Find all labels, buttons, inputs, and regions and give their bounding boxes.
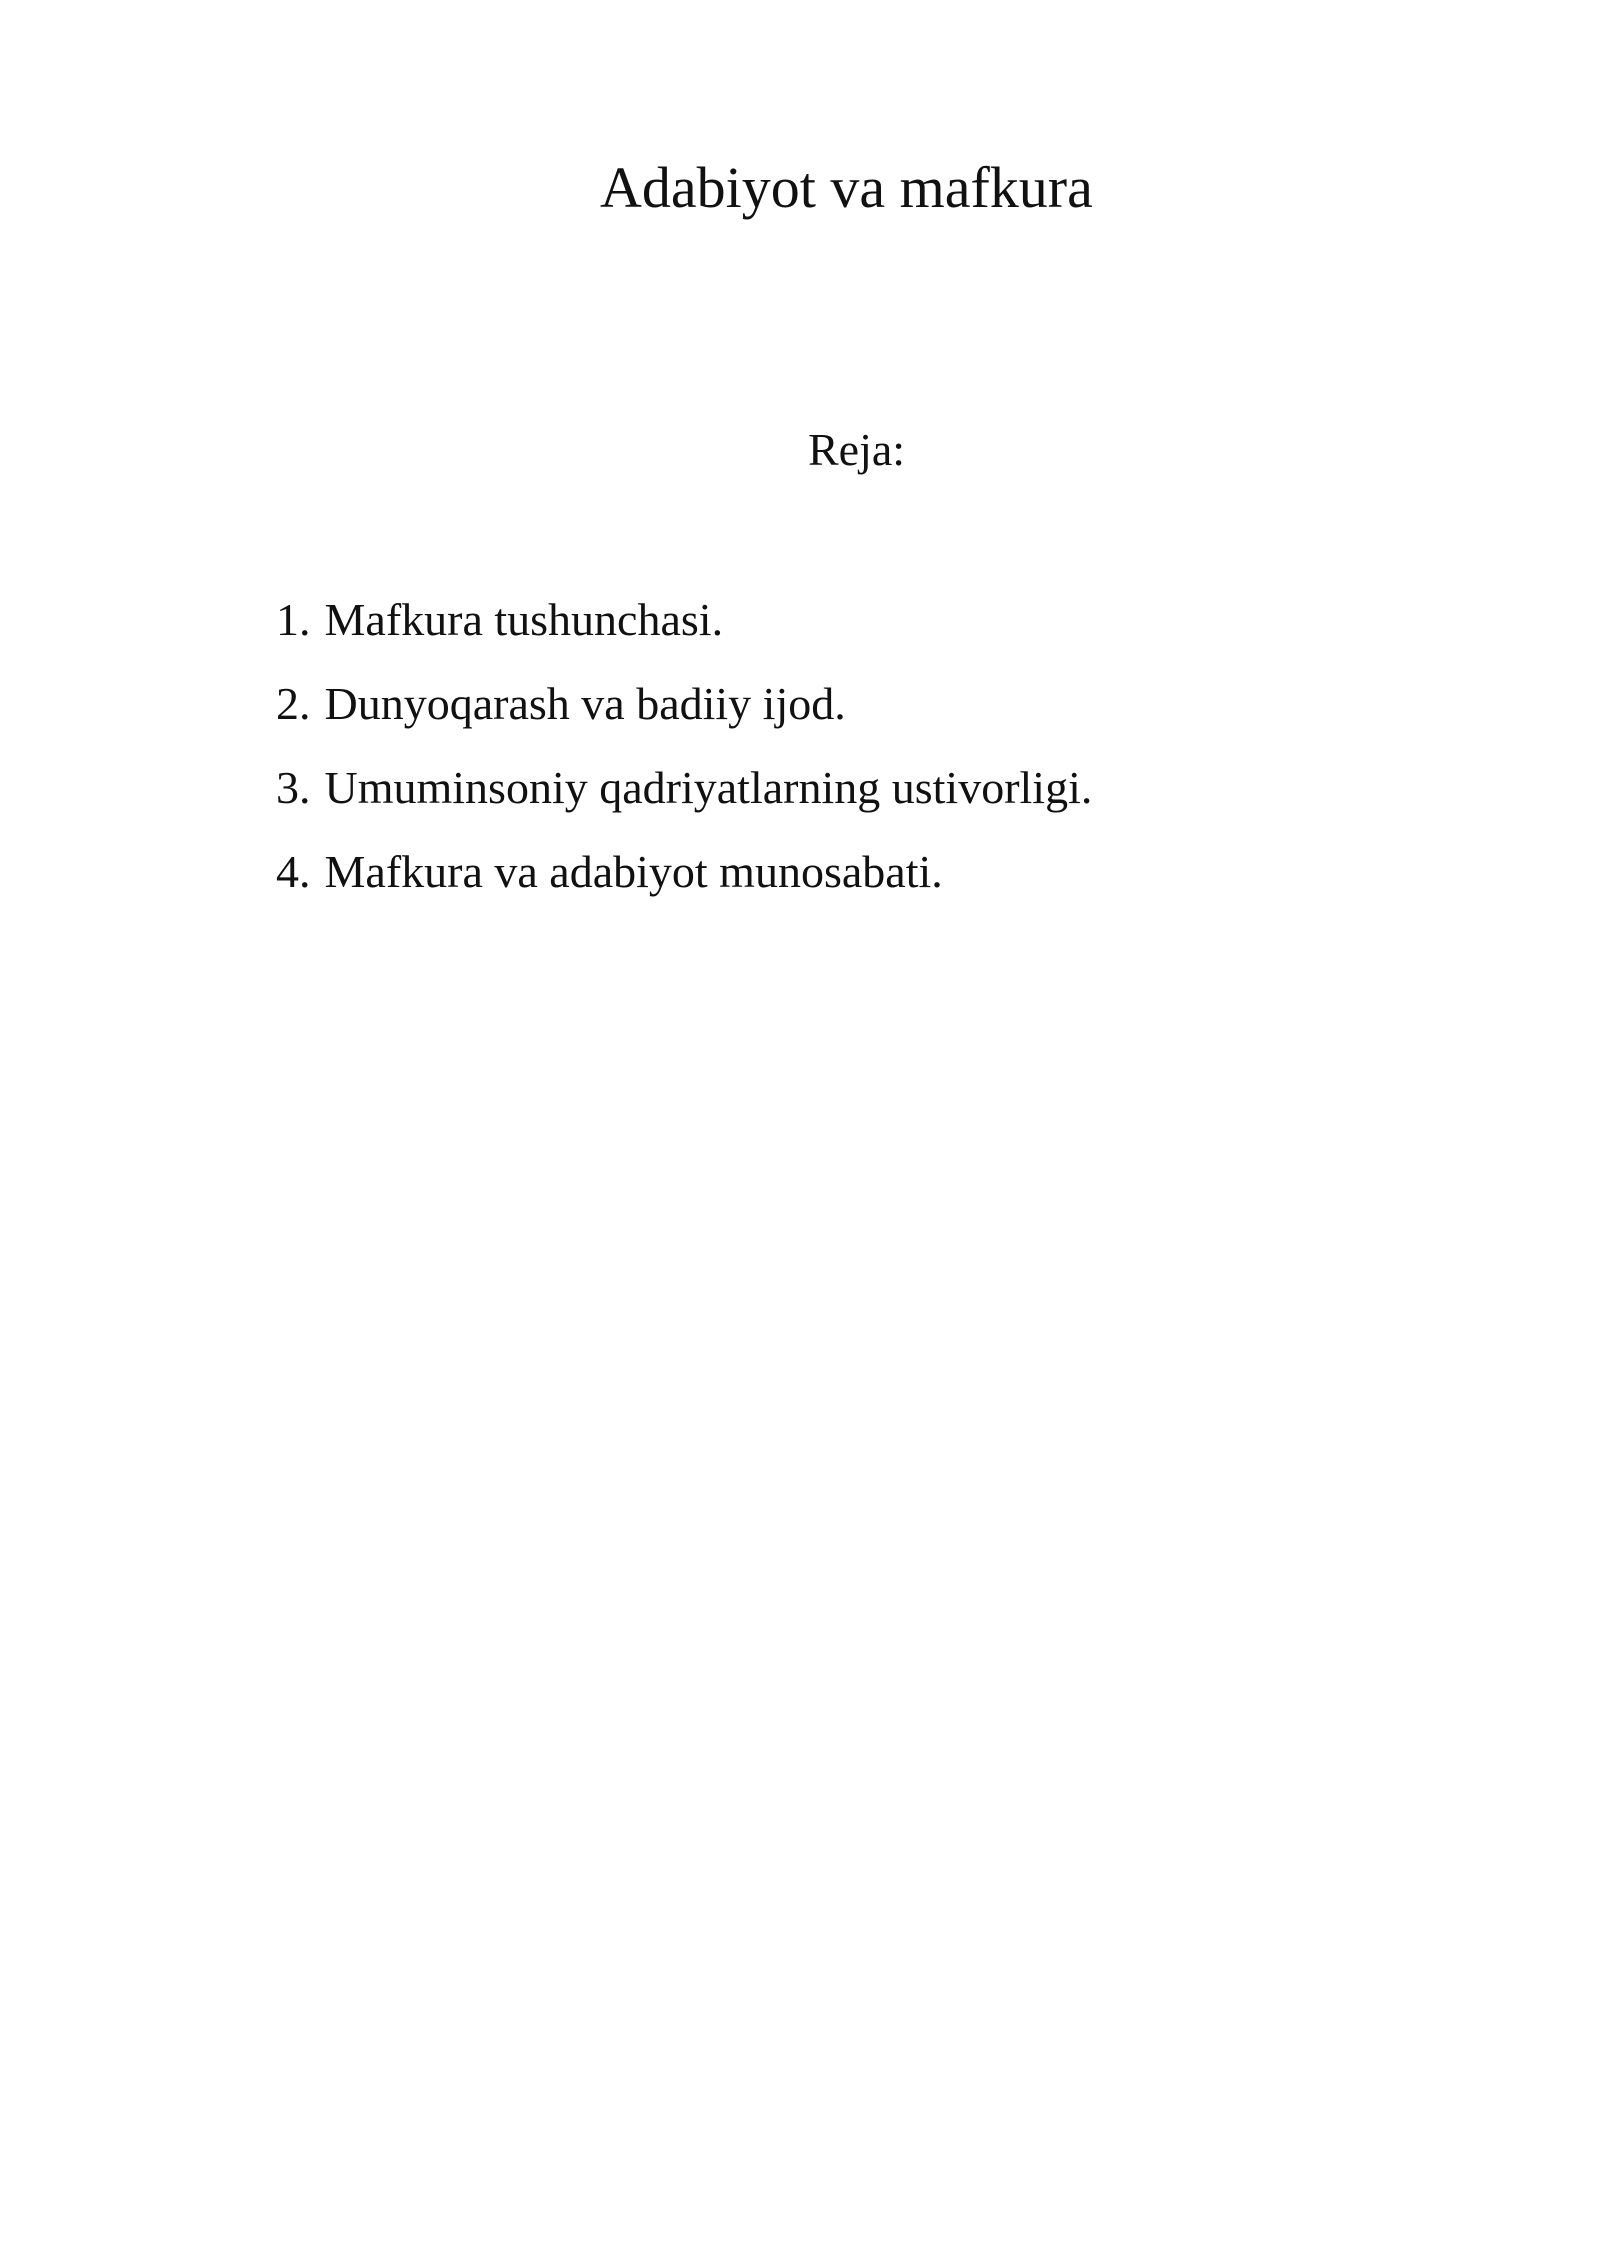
plan-item-2 bbox=[276, 672, 1092, 756]
plan-heading: Reja: bbox=[808, 424, 906, 475]
plan-item-1 bbox=[276, 588, 1092, 672]
plan-item-text: Dunyoqarash va badiiy ijod. bbox=[324, 678, 846, 729]
plan-list bbox=[276, 588, 1092, 924]
plan-item-3 bbox=[276, 756, 1092, 840]
plan-item-text: Umuminsoniy qadriyatlarning ustivorligi. bbox=[324, 762, 1093, 813]
plan-item-number: 1. bbox=[276, 594, 311, 645]
plan-item-4 bbox=[276, 840, 1092, 924]
plan-item-number: 3. bbox=[276, 762, 311, 813]
page-title: Adabiyot va mafkura bbox=[600, 155, 1093, 220]
plan-item-text: Mafkura va adabiyot munosabati. bbox=[324, 846, 943, 897]
plan-item-number: 2. bbox=[276, 678, 311, 729]
plan-item-text: Mafkura tushunchasi. bbox=[324, 594, 724, 645]
plan-item-number: 4. bbox=[276, 846, 311, 897]
